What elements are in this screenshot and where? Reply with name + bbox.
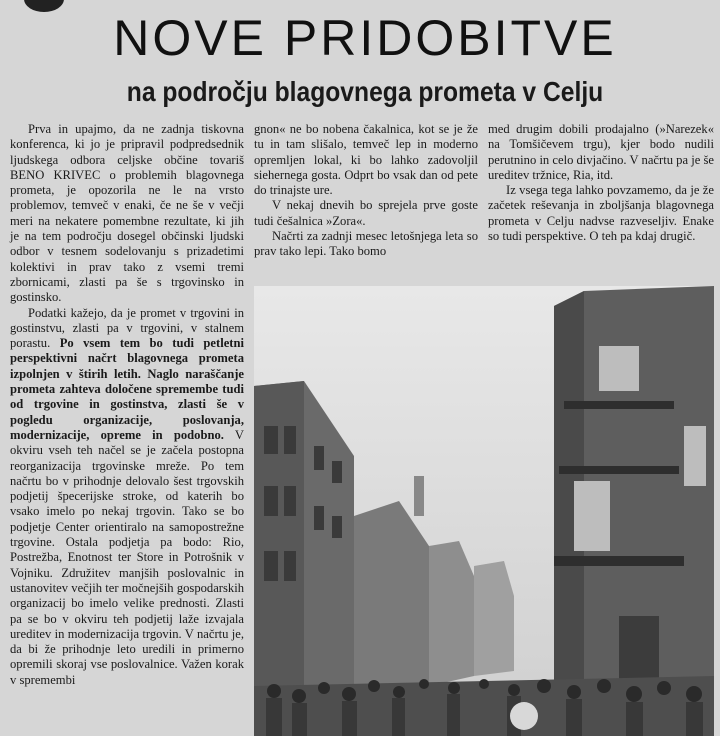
bold-statement: Po vsem tem bo tudi petletni perspektivni načrt blagovnega prometa izpolnjen v štirih letih. Naglo naraščanje prometa zahteva določene spremembe tudi od trgovine in gostinstva, zlasti še v pogledu organizacije, poslovanja, modernizacije, opreme in podobno.	[10, 336, 245, 442]
article-headline: NOVE PRIDOBITVE	[113, 10, 617, 66]
paragraph-text: Podatki kažejo, da je promet v trgovini in gostinstvu, zlasti pa v trgovini, v stalnem porastu.	[10, 305, 244, 351]
street-scene-photo	[254, 286, 714, 736]
paragraph-text: V okviru vseh teh načel se je začela postopna reorganizacija trgovinske mreže. Po tem načrtu bo v prihodnje delovalo šest trgovskih podjetij špecerijske stroke, od katerih bo vsako imelo po nekaj trgovin. Tako se bo podjetje Center orientiralo na samopostrežne trgovine. Ostala podjetja pa bodo: Rio, Postrežba, Enotnost ter Store in Potrošnik v Vojniku. Združitev manjših poslovalnic in ustanovitev večjih ter močnejših gospodarskih organizacij bo imelo velike prednosti. Zlasti pa se bo v okviru teh podjetij laže izvajala ureditev in modernizacija trgovin. V načrtu je, da bi že prihodnje leto uredili in primerno opremili skoraj vse poslovalnice. Važen korak v spremembi	[10, 427, 244, 687]
article-column-2	[254, 122, 478, 260]
paragraph-intro: Prva in upajmo, da ne zadnja tiskovna konferenca, ki jo je pripravil podpredsednik ljudskega odbora celjske občine tovariš BENO KRIVEC o problemih blagovnega prometa, je opozorila ne le na vrsto problemov, temveč v enaki, če ne še v večji meri na nekatere pomembne rezultate, ki jih je na tem področju dosegel občinski ljudski odbor v tesnem sodelovanju s prizadetimi kolektivi in prav tako z vsemi tremi zbornicami, zlasti pa še s trgovinsko in gostinsko.	[10, 122, 244, 305]
article-column-3	[488, 122, 714, 244]
paragraph-zora: V nekaj dnevih bo sprejela prve goste tudi češalnica »Zora«.	[254, 198, 478, 228]
paragraph-plans: Načrti za zadnji mesec letošnjega leta so prav tako lepi. Tako bomo	[254, 229, 478, 259]
paragraph-continued: gnon« ne bo nobena čakalnica, kot se je že tu in tam slišalo, temveč lep in moderno opremljen lokal, ki bo lahko zadovoljil siehernega gosta. Odprt bo vsak dan od pete do trinajste ure.	[254, 122, 478, 198]
paragraph-conclusion: Iz vsega tega lahko povzamemo, da je že začetek reševanja in zboljšanja blagovnega prometa v Celju nadvse razveseljiv. Enake so tudi perspektive. O teh pa kdaj drugič.	[488, 183, 714, 244]
paragraph-continued: med drugim dobili prodajalno (»Narezek« na Tomšičevem trgu), kjer bodo nudili perutnino in celo divjačino. V načrtu pa je še ureditev tržnice, Ria, itd.	[488, 122, 714, 182]
article-subheadline: na področju blagovnega prometa v Celju	[126, 76, 604, 107]
article-column-1	[10, 122, 244, 688]
paragraph-data	[10, 306, 244, 688]
